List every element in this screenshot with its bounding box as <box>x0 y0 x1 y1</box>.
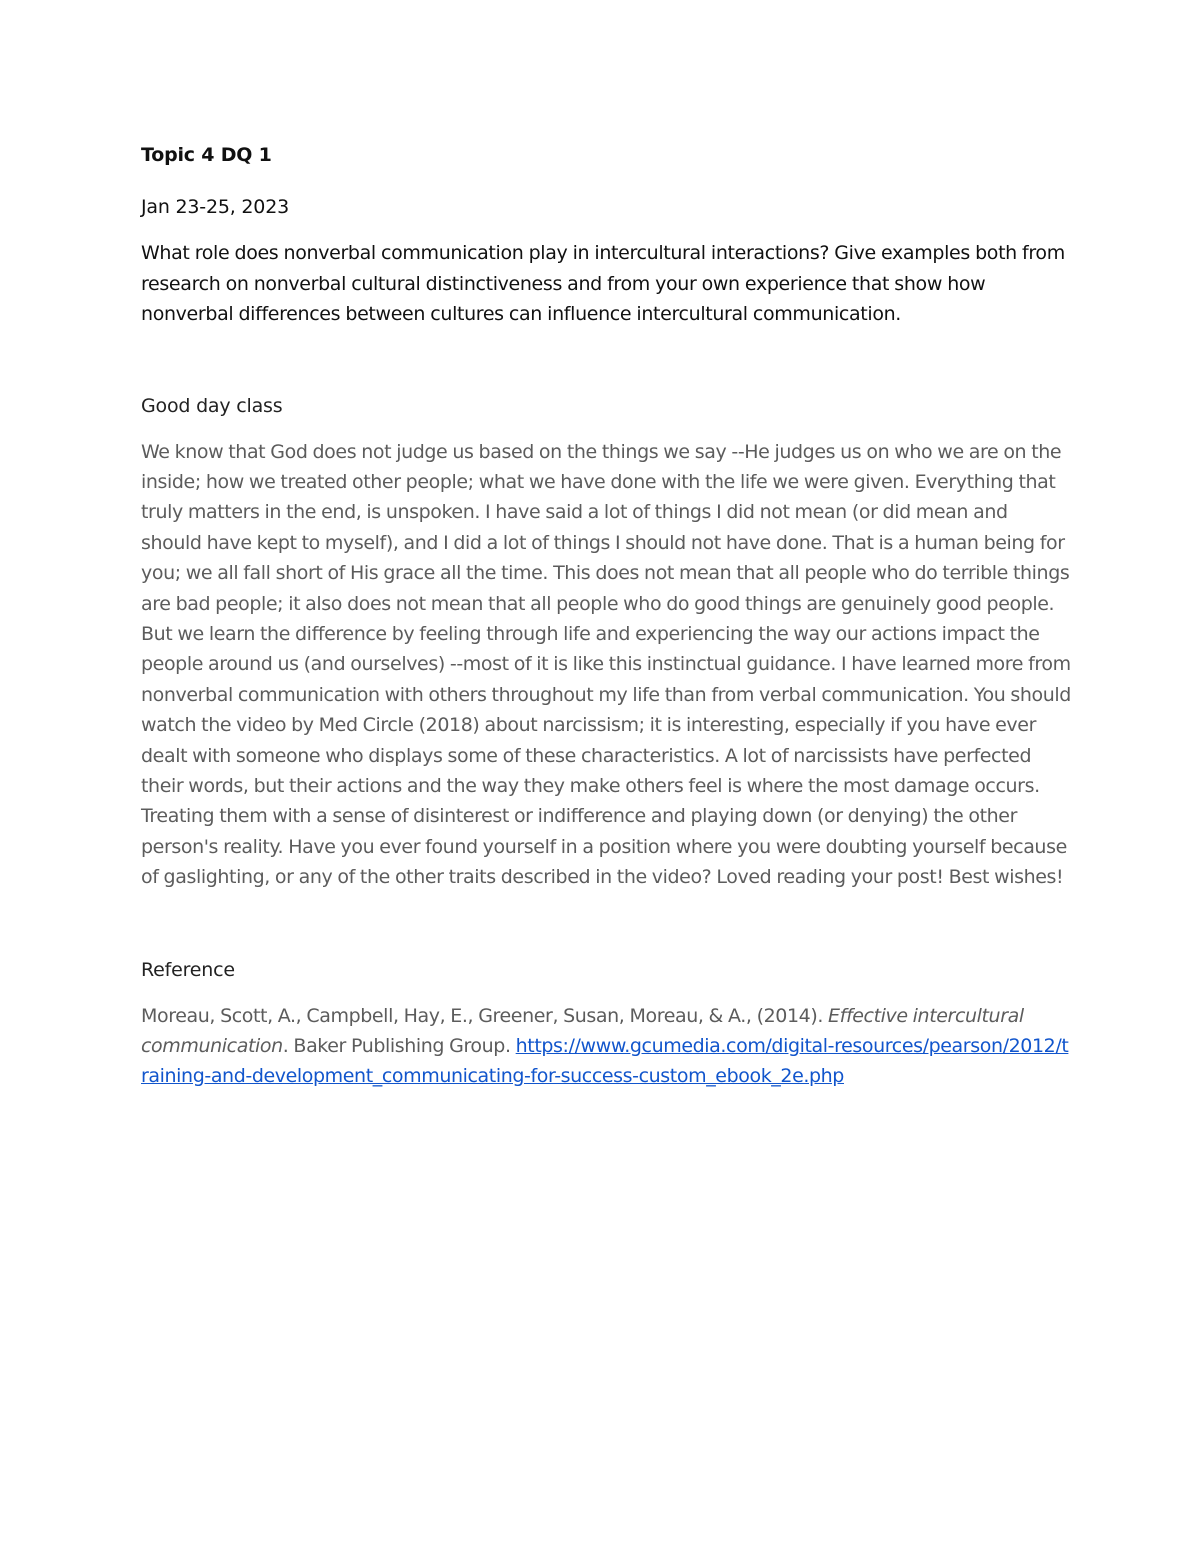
document-date: Jan 23-25, 2023 <box>141 196 289 218</box>
discussion-question: What role does nonverbal communication play in intercultural interactions? Give examples both from research on nonverbal cultural distinctiveness and from your own experience that show how nonverbal differences between cultures can influence intercultural communication. <box>141 242 1065 325</box>
reference-link[interactable]: https://www.gcumedia.com/digital-resources/pearson/2012/training-and-development_communicating-for-success-custom_ebook_2e.php <box>141 1035 1069 1088</box>
reference-authors: Moreau, Scott, A., Campbell, Hay, E., Greener, Susan, Moreau, & A., (2014). <box>141 1004 829 1027</box>
reference-citation <box>141 1001 1071 1092</box>
document-page <box>141 140 1071 1092</box>
document-title: Topic 4 DQ 1 <box>141 144 272 166</box>
reference-heading: Reference <box>141 958 235 981</box>
reference-publisher: . Baker Publishing Group. <box>282 1035 516 1057</box>
reference-book-title: Effective intercultural communication <box>141 1004 1024 1057</box>
greeting: Good day class <box>141 394 283 417</box>
response-body: We know that God does not judge us based on the things we say --He judges us on who we are on the inside; how we treated other people; what we have done with the life we were given. Everything that truly matters in the end, is unspoken. I have said a lot of things I did not mean (or did mean and should have kept to myself), and I did a lot of things I should not have done. That is a human being for you; we all fall short of His grace all the time. This does not mean that all people who do terrible things are bad people; it also does not mean that all people who do good things are genuinely good people. But we learn the difference by feeling through life and experiencing the way our actions impact the people around us (and ourselves) --most of it is like this instinctual guidance. I have learned more from nonverbal communication with others throughout my life than from verbal communication. You should watch the video by Med Circle (2018) about narcissism; it is interesting, especially if you have ever dealt with someone who displays some of these characteristics. A lot of narcissists have perfected their words, but their actions and the way they make others feel is where the most damage occurs. Treating them with a sense of disinterest or indifference and playing down (or denying) the other person's reality. Have you ever found yourself in a position where you were doubting yourself because of gaslighting, or any of the other traits described in the video? Loved reading your post! Best wishes! <box>141 440 1071 889</box>
